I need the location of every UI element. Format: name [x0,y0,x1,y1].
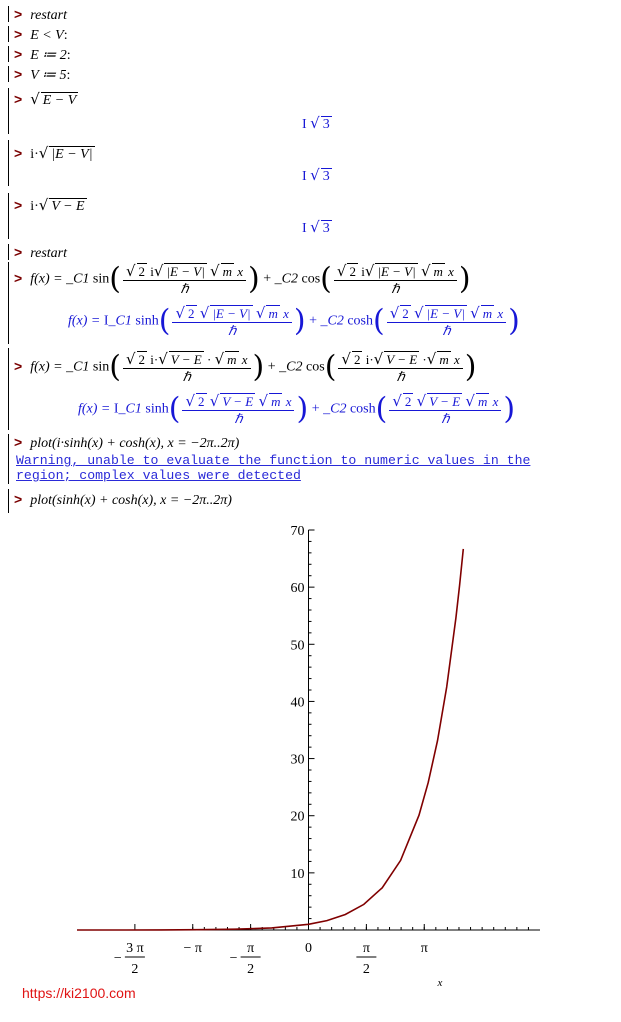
prompt-symbol: > [14,491,23,507]
var-x: x [497,306,504,321]
sqrt-symbol: √ [392,392,402,410]
radicand: 2 [353,352,361,367]
sqrt-symbol: √ [30,90,40,108]
sqrt-symbol: √ [389,304,400,322]
plus-sign: + [263,271,272,287]
imag-unit: I [103,313,109,329]
left-paren: ( [158,303,171,339]
axes [77,524,540,989]
output-line [302,166,332,185]
imag-unit: I [302,169,307,184]
command-text: plot(i·sinh(x) + cosh(x), x = −2π..2π) [30,436,240,451]
input-line[interactable] [14,350,476,385]
right-paren: ) [296,391,309,427]
func-sinh: sinh [135,313,159,329]
radicand: 3 [322,117,330,132]
var-x: x [492,394,499,409]
imag-unit: I [302,117,307,132]
numerator [334,262,457,281]
denominator: ℏ [391,281,400,296]
prompt-symbol: > [14,66,23,82]
func-cos: cos [306,359,325,375]
group-restart [8,6,9,22]
sqrt-symbol: √ [420,262,431,280]
x-tick-fraction [114,941,145,977]
prompt-symbol: > [14,197,23,213]
sqrt-symbol: √ [310,166,320,184]
i-dot: i· [30,199,39,214]
command-text: E < V [30,28,64,43]
i-dot: i· [150,352,159,367]
x-tick-label-den: 2 [131,962,139,977]
sqrt-symbol: √ [38,144,49,162]
sqrt-symbol: √ [373,350,384,368]
command-text: restart [30,8,68,23]
prompt-symbol: > [14,244,23,260]
sqrt-symbol: √ [125,350,136,368]
input-line[interactable] [14,244,67,262]
input-line[interactable] [14,491,232,509]
sqrt-symbol: √ [209,392,220,410]
group-sqrt-e-minus-v [8,88,9,134]
x-tick-label-den: 2 [362,962,370,977]
radicand: V − E [222,394,254,409]
x-tick-minus: − [113,951,122,966]
fraction [182,392,294,427]
func-sinh: sinh [145,401,169,417]
output-line [302,114,332,133]
y-tick-label: 20 [290,809,305,825]
group-e-less-v [8,26,9,42]
func-sin: sin [92,359,110,375]
left-paren: ( [320,261,332,297]
command-text: V ≔ 5 [30,68,67,83]
var-x: x [453,352,460,367]
func-cosh: cosh [349,401,376,417]
x-tick-label-num: π [247,941,255,956]
y-tick-label: 30 [290,752,305,768]
sqrt-symbol: √ [364,262,375,280]
sqrt-symbol: √ [158,350,168,368]
radicand: m [222,264,232,279]
radicand: m [482,306,493,321]
var-x: x [241,352,248,367]
x-tick-label-num: π [362,941,370,956]
warning-line-1: Warning, unable to evaluate the function to numeric values in the [16,453,531,468]
plus-sign: + [267,359,276,375]
var-x: x [448,264,454,279]
denominator: ℏ [182,369,191,384]
output-line [68,304,520,339]
radicand: 2 [349,264,356,279]
left-paren: ( [375,391,388,427]
input-line[interactable] [14,46,71,64]
sqrt-symbol: √ [341,350,351,368]
radicand: m [271,394,281,409]
const-c2: _C2 [279,359,303,375]
radicand: m [433,264,443,279]
x-tick-label-num: 3 π [126,941,144,956]
radicand: |E − V| [166,264,205,279]
right-paren: ) [503,391,516,427]
radicand: 2 [402,306,409,321]
fx-lhs: f(x) = [78,401,114,417]
var-x: x [283,306,289,321]
command-text: restart [30,246,68,261]
group-fx-abs [8,262,9,344]
input-line[interactable] [14,66,70,84]
sqrt-symbol: √ [153,262,164,280]
footer-link[interactable]: https://ki2100.com [22,985,136,1001]
sqrt-symbol: √ [175,304,186,322]
i-dot: i· [365,352,374,367]
group-sqrt-v-minus-e [8,193,9,239]
right-paren: ) [252,349,265,385]
sqrt-symbol: √ [310,114,320,132]
fraction [338,350,462,385]
numerator [387,304,506,323]
sqrt-symbol: √ [255,304,266,322]
radicand: |E − V| [51,147,93,162]
plot-marks [77,549,463,930]
denominator: ℏ [234,411,243,426]
denominator: ℏ [396,369,405,384]
fraction [389,392,501,427]
radicand: 2 [188,306,195,321]
group-v-assign [8,66,9,82]
radicand: 3 [322,169,330,184]
group-restart-2 [8,244,9,260]
numerator [172,304,291,323]
sqrt-symbol: √ [38,196,49,214]
sqrt-symbol: √ [185,392,196,410]
right-paren: ) [248,261,260,297]
sqrt-symbol: √ [465,392,475,410]
plus-sign: + [311,401,320,417]
const-c2: _C2 [274,271,298,287]
x-tick-label-den: 2 [247,962,255,977]
numerator [123,262,246,281]
command-text: plot(sinh(x) + cosh(x), x = −2π..2π) [30,493,232,508]
left-paren: ( [324,349,337,385]
radicand: 2 [404,394,412,409]
input-line[interactable] [14,434,239,452]
warning-message[interactable] [16,453,530,483]
fraction [123,350,251,385]
const-c1: _C1 [66,271,90,287]
sqrt-symbol: √ [214,350,225,368]
x-tick-label: − π [183,941,202,956]
sqrt-symbol: √ [258,392,269,410]
plot-canvas[interactable] [0,515,621,995]
numerator: √ 2 i·√ V − E ·√ m x [338,350,462,369]
left-paren: ( [168,391,181,427]
input-line[interactable] [14,6,67,24]
numerator [389,392,501,411]
plus-sign: + [309,313,317,329]
x-tick-minus: − [229,951,238,966]
left-paren: ( [109,261,121,297]
radicand: E − V [42,93,77,108]
const-c1: _C1 [66,359,90,375]
x-tick-label: 0 [305,941,312,956]
output-line [302,218,332,237]
input-line[interactable] [14,196,87,215]
prompt-symbol: > [14,26,23,42]
left-paren: ( [373,303,385,339]
input-line[interactable] [14,26,68,44]
radicand: |E − V| [426,306,465,321]
warning-line-2: region; complex values were detected [16,468,301,483]
radicand: m [477,394,488,409]
fraction [172,304,291,339]
denominator: ℏ [180,281,189,296]
const-c2: _C2 [323,401,347,417]
var-x: x [285,394,292,409]
y-tick-label: 10 [290,866,305,882]
x-tick-fraction [356,941,376,977]
left-paren: ( [109,349,121,385]
command-text: E ≔ 2 [30,48,67,63]
sqrt-symbol: √ [426,350,437,368]
right-paren: ) [293,303,306,339]
x-tick-label: π [420,941,428,956]
sqrt-symbol: √ [416,392,427,410]
denominator: ℏ [442,323,451,338]
sqrt-symbol: √ [310,218,320,236]
prompt-symbol: > [14,145,23,161]
sqrt-symbol: √ [210,262,220,280]
prompt-symbol: > [14,46,23,62]
const-c1: _C1 [108,313,132,329]
output-line [78,392,515,427]
denominator: ℏ [441,411,450,426]
group-fx-v-minus-e [8,348,9,430]
var-x: x [237,264,244,279]
prompt-symbol: > [14,269,23,286]
imag-unit: I [302,221,307,236]
input-line[interactable] [14,262,471,297]
radicand: m [439,352,449,367]
radicand: V − E [429,394,461,409]
y-tick-label: 50 [290,638,305,654]
x-axis-label: x [437,977,443,989]
input-line[interactable] [14,144,95,163]
i-symbol: i [361,264,365,279]
sqrt-symbol: √ [125,262,136,280]
command-colon: : [66,48,71,63]
radicand: |E − V| [212,306,251,321]
fx-lhs: f(x) = [30,359,67,375]
sqrt-symbol: √ [470,304,480,322]
fraction [334,262,457,297]
group-plot1 [8,434,9,484]
input-line[interactable] [14,90,78,109]
right-paren: ) [464,349,477,385]
radicand: m [227,352,237,367]
prompt-symbol: > [14,434,23,450]
group-sqrt-abs [8,140,9,186]
group-e-assign [8,46,9,62]
sqrt-symbol: √ [336,262,347,280]
radicand: m [268,306,278,321]
i-symbol: i [150,264,154,279]
radicand: V − E [51,199,85,214]
right-paren: ) [508,303,520,339]
sqrt-symbol: √ [414,304,424,322]
series-line [77,549,463,930]
radicand: 3 [322,221,330,236]
fraction [123,262,246,297]
const-c1: _C1 [118,401,142,417]
command-colon: : [63,28,68,43]
y-tick-label: 60 [290,581,305,597]
prompt-symbol: > [14,357,23,374]
radicand: 2 [138,264,146,279]
right-paren: ) [458,261,471,297]
fraction [387,304,506,339]
denominator: ℏ [228,323,237,338]
radicand: 2 [138,352,146,367]
fx-lhs: f(x) = [68,313,104,329]
command-colon: : [66,68,71,83]
y-tick-label: 70 [290,524,305,539]
func-cosh: cosh [347,313,374,329]
group-plot2 [8,489,9,513]
x-tick-fraction [230,941,261,977]
radicand: V − E [170,352,202,367]
numerator: √ 2 i·√ V − E · √ m x [123,350,251,369]
func-sin: sin [92,271,110,287]
imag-unit: I [113,401,119,417]
numerator [182,392,294,411]
fx-lhs: f(x) = [30,271,67,287]
const-c2: _C2 [320,313,344,329]
radicand: |E − V| [377,264,416,279]
func-cos: cos [301,271,321,287]
sqrt-symbol: √ [199,304,210,322]
prompt-symbol: > [14,91,23,107]
radicand: 2 [198,394,205,409]
y-tick-label: 40 [290,695,305,711]
prompt-symbol: > [14,6,23,22]
radicand: V − E [386,352,418,367]
i-dot: i· [30,147,39,162]
